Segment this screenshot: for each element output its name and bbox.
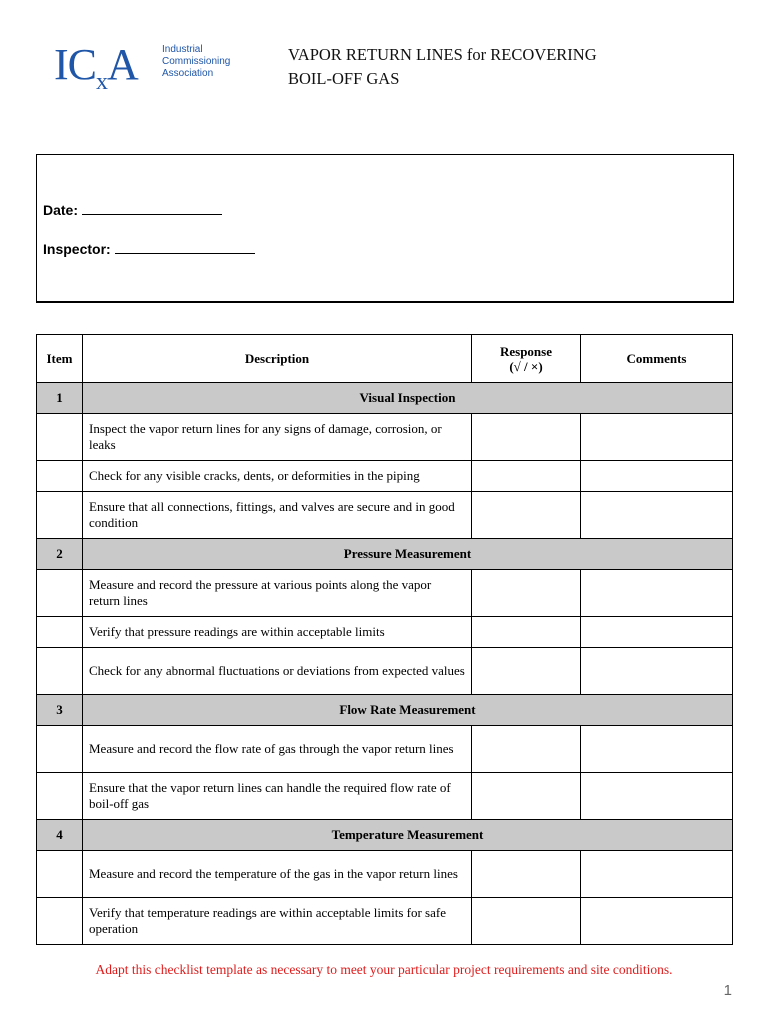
logo-line-2: Commissioning xyxy=(162,56,231,67)
response-cell[interactable] xyxy=(472,726,581,773)
response-cell[interactable] xyxy=(472,492,581,539)
description-cell: Ensure that the vapor return lines can handle the required flow rate of boil-off gas xyxy=(83,773,472,820)
section-title: Temperature Measurement xyxy=(83,820,733,851)
description-cell: Inspect the vapor return lines for any signs of damage, corrosion, or leaks xyxy=(83,414,472,461)
header-response xyxy=(472,335,581,383)
inspection-info-box xyxy=(36,154,734,303)
table-header-row xyxy=(37,335,733,383)
item-cell xyxy=(37,461,83,492)
document-title xyxy=(288,43,597,91)
header-item: Item xyxy=(37,335,83,383)
item-cell xyxy=(37,617,83,648)
date-label: Date: xyxy=(43,202,79,218)
logo-mark-main: IC xyxy=(54,40,96,89)
comments-cell[interactable] xyxy=(581,773,733,820)
table-row xyxy=(37,851,733,898)
section-number: 4 xyxy=(37,820,83,851)
inspector-blank-line[interactable] xyxy=(115,241,255,254)
item-cell xyxy=(37,851,83,898)
comments-cell[interactable] xyxy=(581,648,733,695)
description-cell: Measure and record the flow rate of gas through the vapor return lines xyxy=(83,726,472,773)
section-row xyxy=(37,383,733,414)
section-row xyxy=(37,820,733,851)
response-cell[interactable] xyxy=(472,898,581,945)
item-cell xyxy=(37,773,83,820)
header-response-line-1: Response xyxy=(499,343,552,359)
header-description: Description xyxy=(83,335,472,383)
logo-line-1: Industrial xyxy=(162,44,203,55)
logo-mark-end: A xyxy=(107,40,138,89)
table-row xyxy=(37,570,733,617)
table-row xyxy=(37,492,733,539)
description-cell: Verify that temperature readings are within acceptable limits for safe operation xyxy=(83,898,472,945)
date-blank-line[interactable] xyxy=(82,202,222,215)
item-cell xyxy=(37,898,83,945)
comments-cell[interactable] xyxy=(581,617,733,648)
comments-cell[interactable] xyxy=(581,851,733,898)
logo-mark-sub: x xyxy=(96,69,107,95)
item-cell xyxy=(37,492,83,539)
table-row xyxy=(37,898,733,945)
description-cell: Check for any abnormal fluctuations or deviations from expected values xyxy=(83,648,472,695)
response-cell[interactable] xyxy=(472,773,581,820)
section-number: 1 xyxy=(37,383,83,414)
description-cell: Ensure that all connections, fittings, and valves are secure and in good condition xyxy=(83,492,472,539)
response-cell[interactable] xyxy=(472,570,581,617)
table-row xyxy=(37,414,733,461)
checklist-table xyxy=(36,334,733,945)
description-cell: Check for any visible cracks, dents, or deformities in the piping xyxy=(83,461,472,492)
section-title: Flow Rate Measurement xyxy=(83,695,733,726)
response-cell[interactable] xyxy=(472,414,581,461)
icxa-logo xyxy=(54,40,254,95)
table-row xyxy=(37,461,733,492)
table-row xyxy=(37,726,733,773)
comments-cell[interactable] xyxy=(581,492,733,539)
header-response-line-2: (√ / ×) xyxy=(509,358,543,374)
section-title: Pressure Measurement xyxy=(83,539,733,570)
section-row xyxy=(37,695,733,726)
section-row xyxy=(37,539,733,570)
comments-cell[interactable] xyxy=(581,570,733,617)
date-field[interactable] xyxy=(43,202,222,218)
comments-cell[interactable] xyxy=(581,461,733,492)
table-row xyxy=(37,773,733,820)
document-title-line-1: VAPOR RETURN LINES for RECOVERING xyxy=(288,45,597,64)
response-cell[interactable] xyxy=(472,648,581,695)
section-number: 2 xyxy=(37,539,83,570)
item-cell xyxy=(37,648,83,695)
table-row xyxy=(37,617,733,648)
comments-cell[interactable] xyxy=(581,726,733,773)
comments-cell[interactable] xyxy=(581,898,733,945)
item-cell xyxy=(37,726,83,773)
response-cell[interactable] xyxy=(472,617,581,648)
section-title: Visual Inspection xyxy=(83,383,733,414)
logo-mark xyxy=(54,40,138,97)
header-comments: Comments xyxy=(581,335,733,383)
footer-note: Adapt this checklist template as necessary to meet your particular project requirements and site conditions. xyxy=(95,962,673,977)
comments-cell[interactable] xyxy=(581,414,733,461)
checklist-body xyxy=(37,383,733,945)
section-number: 3 xyxy=(37,695,83,726)
description-cell: Measure and record the pressure at various points along the vapor return lines xyxy=(83,570,472,617)
response-cell[interactable] xyxy=(472,461,581,492)
logo-text xyxy=(162,44,230,80)
table-row xyxy=(37,648,733,695)
item-cell xyxy=(37,570,83,617)
inspector-label: Inspector: xyxy=(43,241,111,257)
description-cell: Measure and record the temperature of the gas in the vapor return lines xyxy=(83,851,472,898)
description-cell: Verify that pressure readings are within acceptable limits xyxy=(83,617,472,648)
document-title-line-2: BOIL-OFF GAS xyxy=(288,69,400,88)
response-cell[interactable] xyxy=(472,851,581,898)
inspector-field[interactable] xyxy=(43,241,255,257)
page-number: 1 xyxy=(723,982,732,999)
item-cell xyxy=(37,414,83,461)
logo-line-3: Association xyxy=(162,68,214,79)
